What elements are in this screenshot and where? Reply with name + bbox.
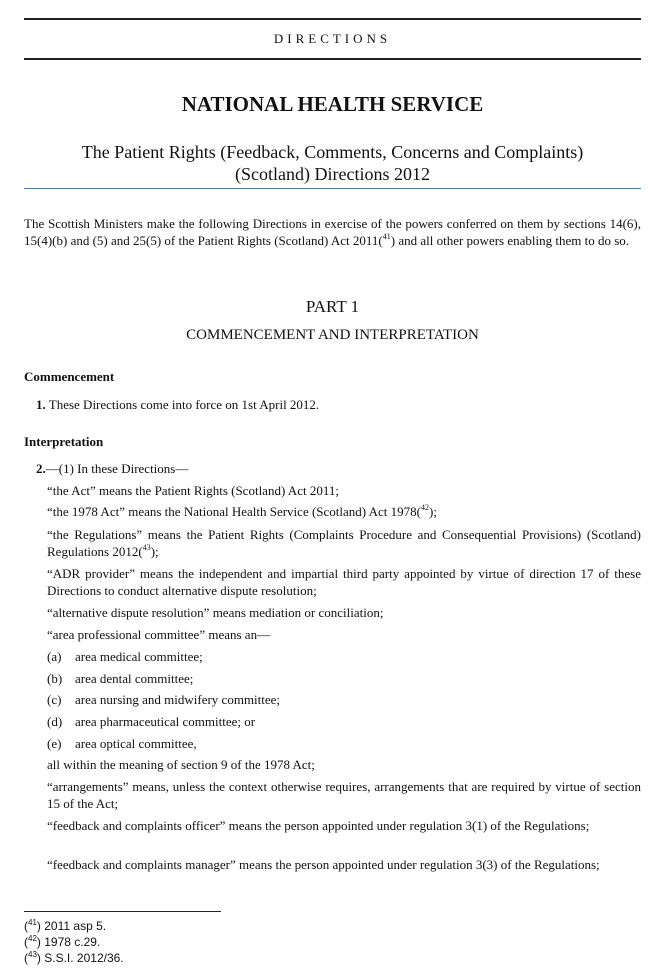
header-bottom-rule: [24, 58, 641, 60]
part-subtitle: COMMENCEMENT AND INTERPRETATION: [186, 327, 479, 343]
title-divider: [24, 188, 641, 189]
paragraph-number: 2.: [36, 461, 46, 476]
subtitle-line-2: (Scotland) Directions 2012: [235, 164, 430, 184]
definition-area-professional-committee: “area professional committee” means an—: [47, 627, 271, 642]
definition-1978-text-a: “the 1978 Act” means the National Health Service (Scotland) Act 1978(: [47, 504, 421, 519]
footnote-text: 1978 c.29.: [44, 935, 101, 949]
definition-feedback-manager: “feedback and complaints manager” means the person appointed under regulation 3(3) of the Regulations;: [47, 857, 600, 872]
definition-regulations-text-b: );: [150, 544, 159, 559]
definition-feedback-officer: “feedback and complaints officer” means the person appointed under regulation 3(1) of the Regulations;: [47, 818, 590, 833]
definition-act: “the Act” means the Patient Rights (Scotland) Act 2011;: [47, 483, 339, 498]
footnote-ref-42[interactable]: 42: [421, 503, 429, 512]
definition-1978-text-b: );: [429, 504, 437, 519]
part-title: PART 1: [305, 297, 360, 316]
list-label: (c): [47, 692, 62, 707]
commencement-paragraph: [36, 396, 641, 413]
footnote-number: 42: [28, 934, 37, 943]
definition-adr-provider: “ADR provider” means the independent and impartial third party appointed by virtue of direction 17 of these Directions to conduct alternative dispute resolution;: [47, 566, 641, 598]
definition-1978-act: [47, 503, 641, 520]
list-item: [47, 713, 641, 730]
list-text: area dental committee;: [75, 671, 194, 686]
footnote-text: 2011 asp 5.: [44, 919, 107, 933]
footnote-number: 43: [28, 950, 37, 959]
list-label: (b): [47, 671, 63, 686]
definition-regulations: [47, 526, 641, 560]
document-subtitle: [24, 141, 641, 185]
definition-alternative-dispute-resolution: “alternative dispute resolution” means mediation or conciliation;: [47, 605, 384, 620]
interpretation-intro: [36, 460, 641, 477]
list-text: area optical committee,: [75, 736, 197, 751]
header-label: DIRECTIONS: [273, 31, 392, 46]
footnote: ($^{43}$) S.S.I. 2012/36.: [24, 950, 124, 965]
list-label: (e): [47, 736, 62, 751]
list-item: [47, 735, 641, 752]
footnote: ($^{42}$) 1978 c.29.: [24, 934, 101, 949]
list-text: area nursing and midwifery committee;: [75, 692, 281, 707]
list-item: [47, 648, 641, 665]
document-title: NATIONAL HEALTH SERVICE: [181, 92, 484, 116]
list-text: area medical committee;: [75, 649, 203, 664]
paragraph-number: 1.: [36, 397, 46, 412]
commencement-text: These Directions come into force on 1st April 2012.: [45, 397, 320, 412]
list-item: [47, 691, 641, 708]
footnote-text: S.S.I. 2012/36.: [44, 951, 124, 965]
preamble: [24, 215, 641, 249]
preamble-text-a: The Scottish Ministers make the following Directions in exercise of the powers conferred on them by sections 14(6), 15(4)(b) and (5) and 25(5) of the Patient Rights (Scotland) Act 2011(: [24, 216, 641, 248]
footnote-separator: [24, 911, 221, 912]
top-rule: [24, 18, 641, 20]
interpretation-heading: Interpretation: [24, 434, 104, 449]
preamble-text-b: ) and all other powers enabling them to do so.: [390, 233, 630, 248]
footnote-number: 41: [28, 918, 37, 927]
definition-regulations-text-a: “the Regulations” means the Patient Rights (Complaints Procedure and Consequential Provisions) (Scotland) Regulations 2012(: [47, 527, 641, 559]
subtitle-line-1: The Patient Rights (Feedback, Comments, Concerns and Complaints): [81, 142, 584, 162]
interpretation-intro-text: —(1) In these Directions—: [45, 461, 189, 476]
list-text: area pharmaceutical committee; or: [75, 714, 256, 729]
list-label: (a): [47, 649, 62, 664]
footnote: ($^{41}$) 2011 asp 5.: [24, 918, 107, 933]
footnote-ref-43[interactable]: 43: [142, 543, 151, 552]
list-label: (d): [47, 714, 63, 729]
footnote-ref-41[interactable]: 41: [382, 232, 391, 241]
definition-arrangements: “arrangements” means, unless the context otherwise requires, arrangements that are required by virtue of section 15 of the Act;: [47, 779, 641, 811]
commencement-heading: Commencement: [24, 369, 115, 384]
within-meaning-clause: all within the meaning of section 9 of the 1978 Act;: [47, 757, 315, 772]
list-item: [47, 670, 641, 687]
